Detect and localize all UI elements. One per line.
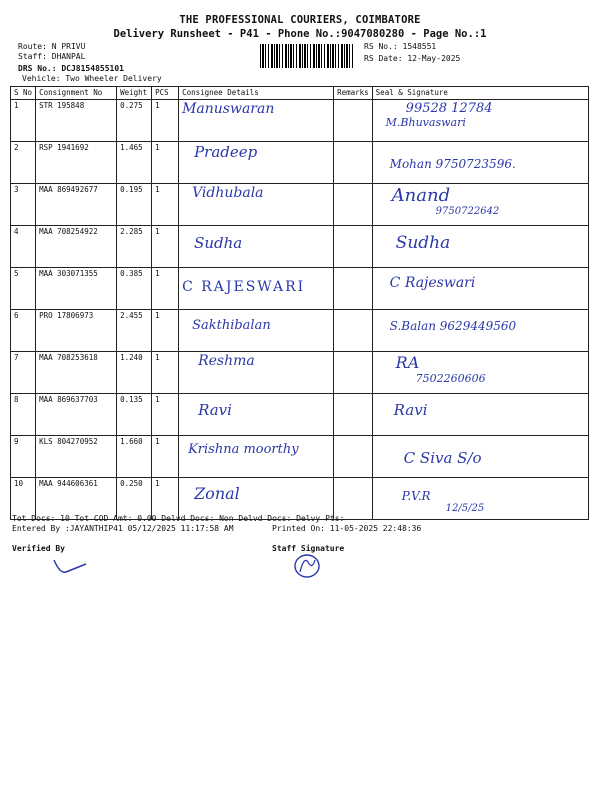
printed-on: Printed On: 11-05-2025 22:48:36 xyxy=(272,524,422,533)
seal-cell xyxy=(372,268,588,310)
col-consignee: Consignee Details xyxy=(179,87,334,100)
consignee-handwriting: Vidhubala xyxy=(192,185,264,201)
consignee-cell xyxy=(179,352,334,394)
weight-cell: 2.455 xyxy=(117,310,152,352)
consignee-handwriting: Krishna moorthy xyxy=(188,442,299,457)
drs-label: DRS No.: DCJ8154855101 xyxy=(18,64,124,73)
seal-handwriting: RA xyxy=(395,353,420,372)
consignment-cell: MAA 944606361 xyxy=(36,478,117,520)
vehicle-label: Vehicle: Two Wheeler Delivery xyxy=(22,74,162,83)
company-title: THE PROFESSIONAL COURIERS, COIMBATORE xyxy=(179,14,421,26)
runsheet-subtitle: Delivery Runsheet - P41 - Phone No.:9047080280 - Page No.:1 xyxy=(113,28,487,40)
route-label: Route: N PRIVU xyxy=(18,42,86,51)
pcs-cell: 1 xyxy=(152,478,179,520)
consignment-cell: MAA 708253618 xyxy=(36,352,117,394)
staff-signature-label: Staff Signature xyxy=(272,544,345,553)
consignee-handwriting: Zonal xyxy=(194,484,240,503)
table-row xyxy=(11,184,589,226)
consignee-handwriting: Pradeep xyxy=(194,143,258,161)
remarks-cell xyxy=(334,226,373,268)
seal-handwriting-line2: M.Bhuvaswari xyxy=(385,116,466,129)
consignment-cell: MAA 303071355 xyxy=(36,268,117,310)
pcs-cell: 1 xyxy=(152,100,179,142)
sno-cell: 5 xyxy=(11,268,36,310)
consignee-cell xyxy=(179,268,334,310)
sno-cell: 8 xyxy=(11,394,36,436)
consignee-handwriting: Reshma xyxy=(198,353,255,369)
seal-handwriting: 99528 12784 xyxy=(405,101,493,116)
table-row xyxy=(11,100,589,142)
rs-date: RS Date: 12-May-2025 xyxy=(364,54,461,63)
verified-by-label: Verified By xyxy=(12,544,65,553)
seal-cell xyxy=(372,352,588,394)
entered-by: Entered By :JAYANTHIP41 05/12/2025 11:17:58 AM xyxy=(12,524,234,533)
table-row xyxy=(11,394,589,436)
sno-cell: 6 xyxy=(11,310,36,352)
col-pcs: PCS xyxy=(152,87,179,100)
seal-cell xyxy=(372,226,588,268)
table-row xyxy=(11,436,589,478)
weight-cell: 0.135 xyxy=(117,394,152,436)
consignee-handwriting: C RAJESWARI xyxy=(182,279,306,295)
sno-cell: 2 xyxy=(11,142,36,184)
seal-cell xyxy=(372,478,588,520)
seal-handwriting: Sudha xyxy=(395,233,451,253)
sno-cell: 4 xyxy=(11,226,36,268)
seal-handwriting-line2: 7502260606 xyxy=(415,372,486,385)
seal-handwriting-line2: 9750722642 xyxy=(435,206,500,217)
consignee-cell xyxy=(179,142,334,184)
pcs-cell: 1 xyxy=(152,184,179,226)
weight-cell: 2.285 xyxy=(117,226,152,268)
seal-cell xyxy=(372,184,588,226)
col-weight: Weight xyxy=(117,87,152,100)
weight-cell: 0.250 xyxy=(117,478,152,520)
consignee-cell xyxy=(179,184,334,226)
table-row xyxy=(11,352,589,394)
col-remarks: Remarks xyxy=(334,87,373,100)
remarks-cell xyxy=(334,142,373,184)
seal-cell xyxy=(372,100,588,142)
table-row xyxy=(11,226,589,268)
seal-cell xyxy=(372,142,588,184)
seal-handwriting: Anand xyxy=(391,185,451,206)
table-header-row xyxy=(11,87,589,100)
consignment-cell: MAA 708254922 xyxy=(36,226,117,268)
seal-handwriting: Ravi xyxy=(393,401,428,419)
table-row xyxy=(11,310,589,352)
weight-cell: 0.385 xyxy=(117,268,152,310)
consignment-cell: KLS 804270952 xyxy=(36,436,117,478)
pcs-cell: 1 xyxy=(152,310,179,352)
remarks-cell xyxy=(334,394,373,436)
weight-cell: 1.465 xyxy=(117,142,152,184)
staff-label: Staff: DHANPAL xyxy=(18,52,86,61)
col-seal-signature: Seal & Signature xyxy=(372,87,588,100)
consignee-cell xyxy=(179,436,334,478)
remarks-cell xyxy=(334,268,373,310)
seal-cell xyxy=(372,394,588,436)
consignee-cell xyxy=(179,100,334,142)
seal-cell xyxy=(372,436,588,478)
table-row xyxy=(11,142,589,184)
pcs-cell: 1 xyxy=(152,268,179,310)
seal-handwriting: Mohan 9750723596. xyxy=(389,157,516,171)
pcs-cell: 1 xyxy=(152,436,179,478)
seal-handwriting: P.V.R xyxy=(401,489,431,503)
consignment-cell: RSP 1941692 xyxy=(36,142,117,184)
weight-cell: 0.195 xyxy=(117,184,152,226)
runsheet-table xyxy=(10,86,589,520)
remarks-cell xyxy=(334,100,373,142)
col-consignment: Consignment No xyxy=(36,87,117,100)
consignee-cell xyxy=(179,310,334,352)
consignment-cell: MAA 869492677 xyxy=(36,184,117,226)
weight-cell: 1.240 xyxy=(117,352,152,394)
pcs-cell: 1 xyxy=(152,142,179,184)
pcs-cell: 1 xyxy=(152,352,179,394)
consignment-cell: PRO 17806973 xyxy=(36,310,117,352)
staff-signature-mark xyxy=(290,552,324,580)
col-sno: S No xyxy=(11,87,36,100)
remarks-cell xyxy=(334,184,373,226)
consignee-handwriting: Ravi xyxy=(198,401,232,419)
seal-handwriting-line2: 12/5/25 xyxy=(445,503,485,514)
pcs-cell: 1 xyxy=(152,394,179,436)
barcode xyxy=(260,44,354,68)
consignee-handwriting: Manuswaran xyxy=(182,101,275,117)
consignment-cell: STR 195848 xyxy=(36,100,117,142)
sno-cell: 10 xyxy=(11,478,36,520)
seal-handwriting: C Siva S/o xyxy=(403,449,482,467)
verified-signature-mark xyxy=(50,556,90,578)
seal-handwriting: C Rajeswari xyxy=(389,275,476,291)
consignee-handwriting: Sakthibalan xyxy=(192,318,271,333)
totals-line: Tot Docs: 10 Tot COD Amt: 0.00 Delvd Docs: Non Delvd Docs: Delvy Pts: xyxy=(12,514,345,523)
sno-cell: 9 xyxy=(11,436,36,478)
remarks-cell xyxy=(334,352,373,394)
consignee-cell xyxy=(179,394,334,436)
seal-cell xyxy=(372,310,588,352)
remarks-cell xyxy=(334,436,373,478)
pcs-cell: 1 xyxy=(152,226,179,268)
sno-cell: 7 xyxy=(11,352,36,394)
sno-cell: 3 xyxy=(11,184,36,226)
rs-number: RS No.: 1548551 xyxy=(364,42,437,51)
weight-cell: 0.275 xyxy=(117,100,152,142)
sno-cell: 1 xyxy=(11,100,36,142)
table-row xyxy=(11,268,589,310)
consignee-cell xyxy=(179,226,334,268)
weight-cell: 1.660 xyxy=(117,436,152,478)
consignee-handwriting: Sudha xyxy=(194,234,243,252)
remarks-cell xyxy=(334,310,373,352)
seal-handwriting: S.Balan 9629449560 xyxy=(389,319,517,333)
consignment-cell: MAA 869637703 xyxy=(36,394,117,436)
